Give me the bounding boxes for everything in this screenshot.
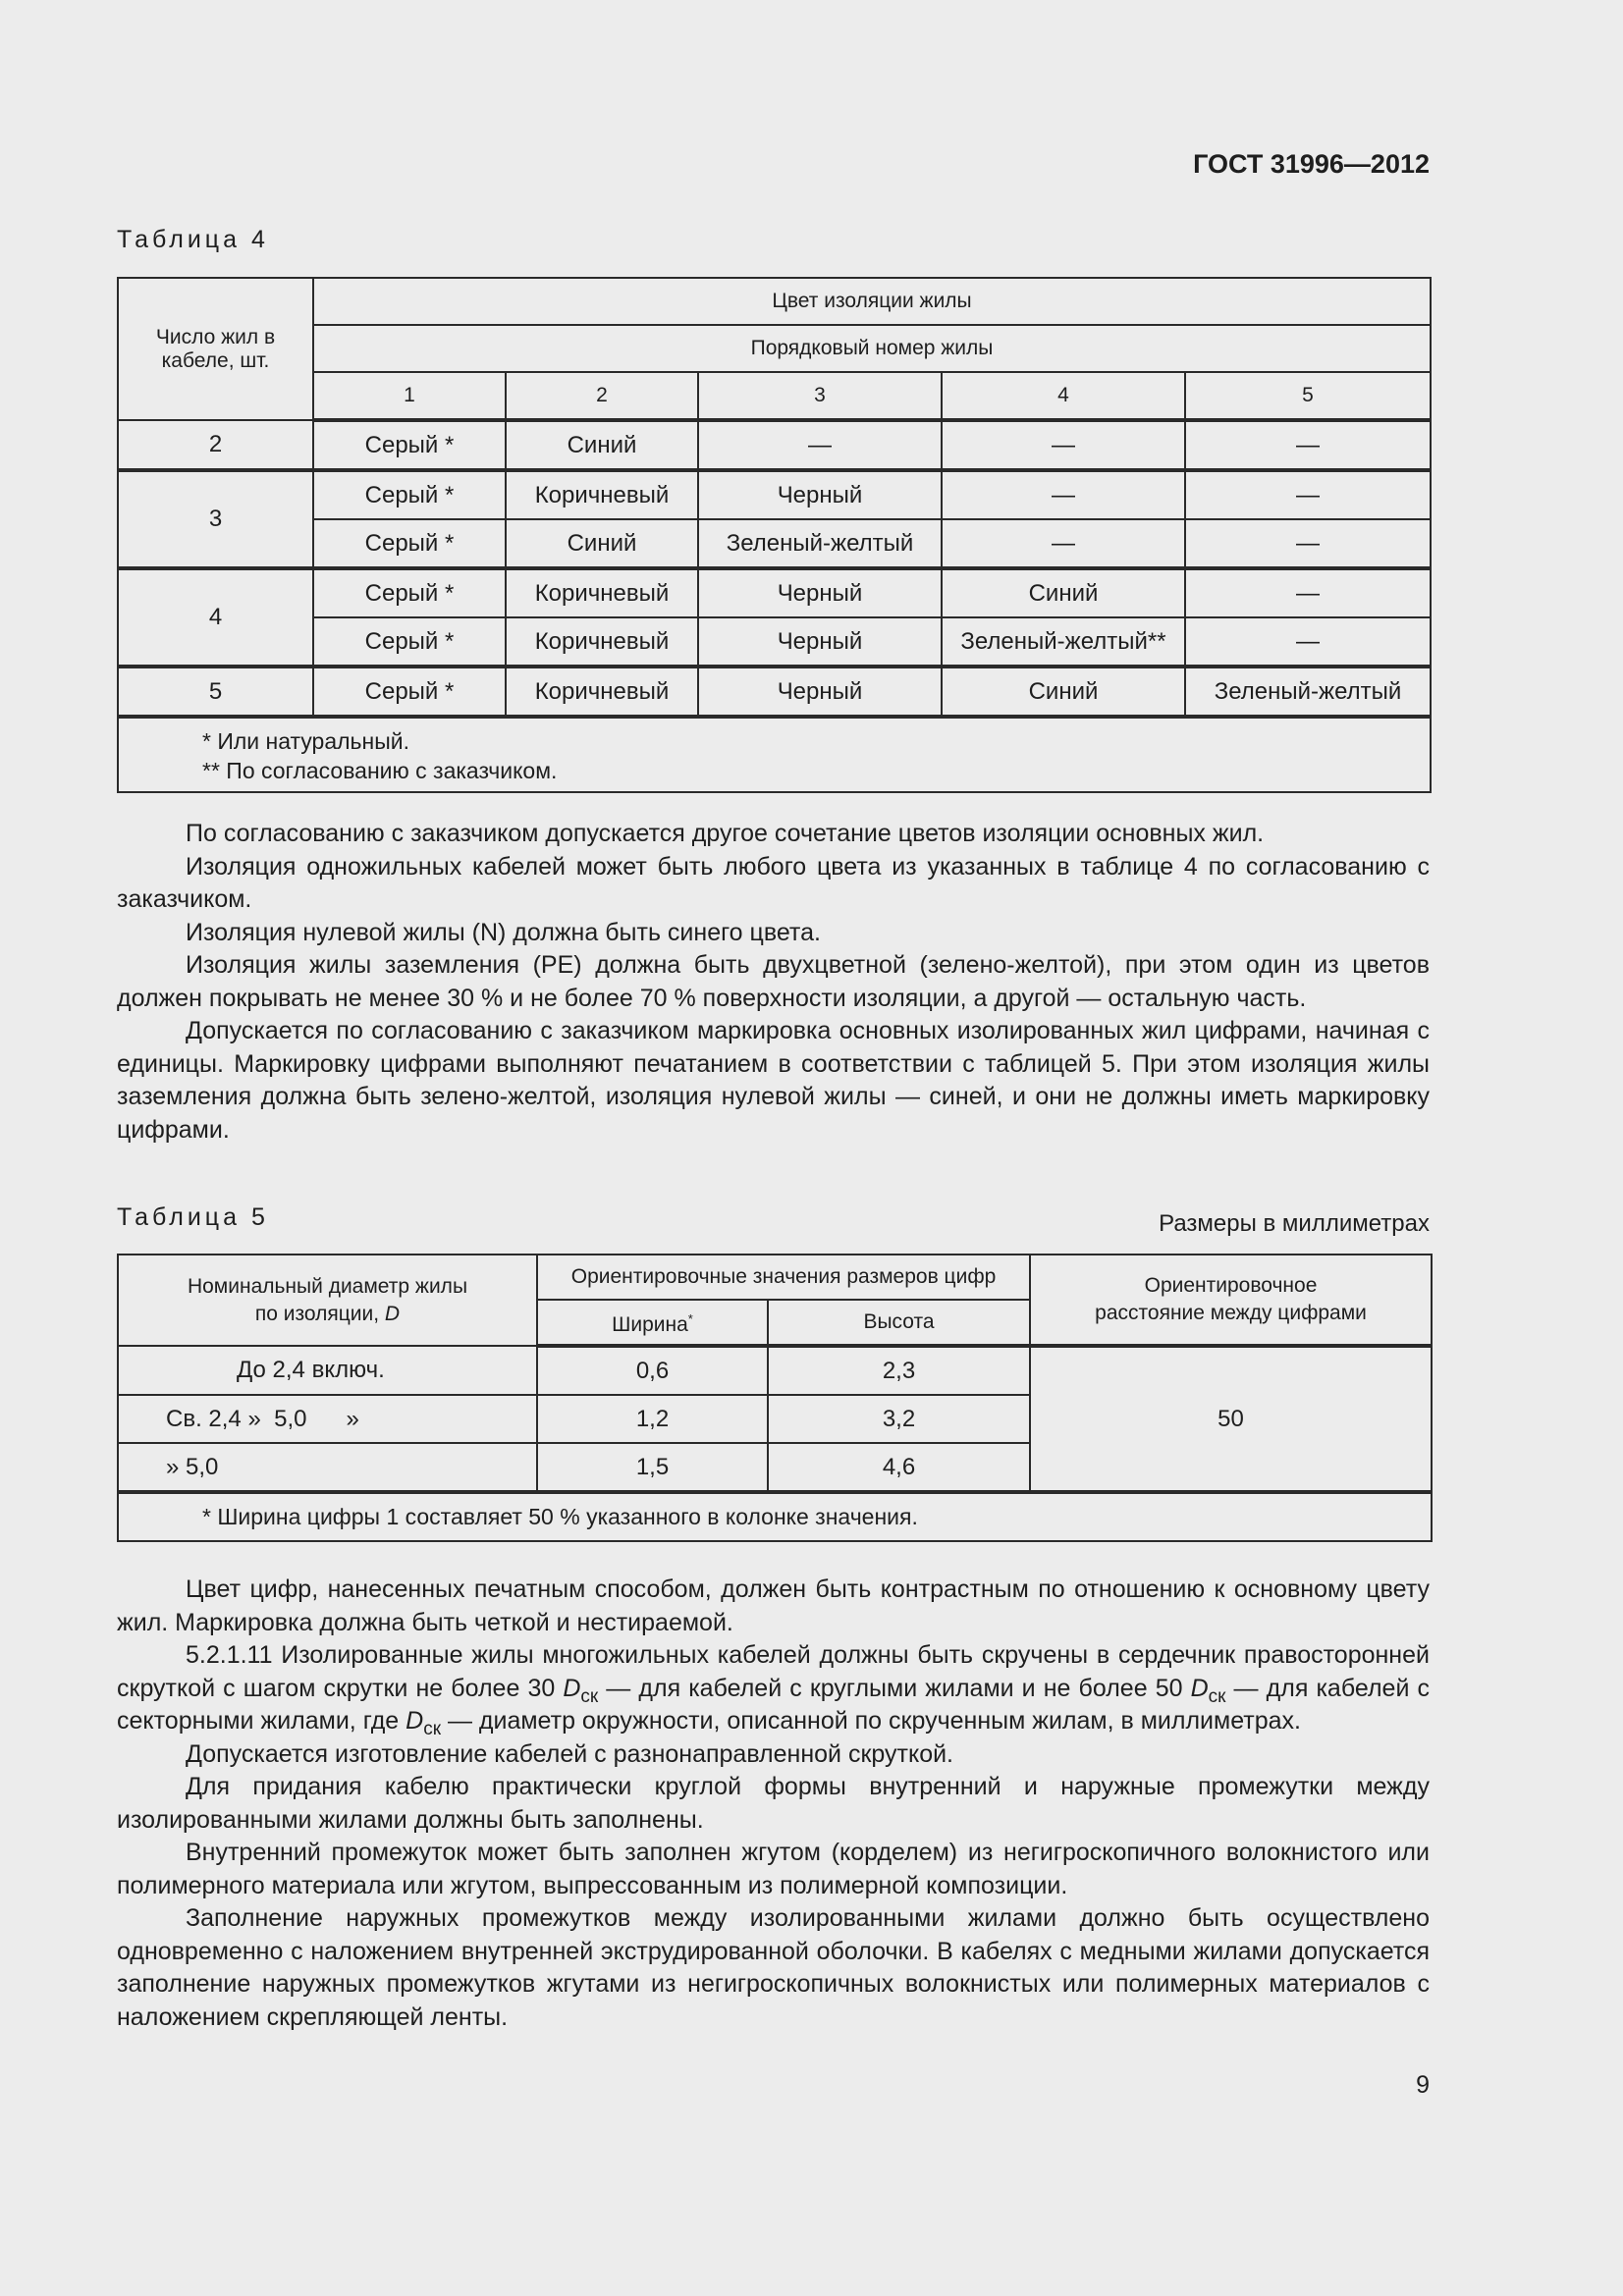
table5-spacing-value: 50 bbox=[1030, 1346, 1432, 1492]
paragraph: Изоляция жилы заземления (PE) должна быть двухцветной (зелено-желтой), при этом один из цветов должен покрывать не менее 30 % и не более 70 % поверхности изоляции, а другой — остальную часть. bbox=[117, 951, 1430, 1012]
table-cell: — bbox=[1185, 568, 1431, 617]
paragraph: Цвет цифр, нанесенных печатным способом, должен быть контрастным по отношению к основному цвету жил. Маркировка должна быть четкой и нестираемой. bbox=[117, 1575, 1430, 1636]
table-row bbox=[118, 568, 1431, 617]
table4-group-header: Цвет изоляции жилы bbox=[313, 278, 1431, 325]
paragraph: Допускается изготовление кабелей с разнонаправленной скруткой. bbox=[186, 1739, 954, 1768]
table-cell: Синий bbox=[942, 568, 1185, 617]
table-cell: Серый * bbox=[313, 420, 506, 470]
paragraph: Внутренний промежуток может быть заполнен жгутом (корделем) из негигроскопичного волокнистого или полимерного материала или жгутом, выпрессованным из полимерной композиции. bbox=[117, 1839, 1430, 1899]
table-cell: Зеленый-желтый bbox=[1185, 667, 1431, 717]
table4-col-header: 2 bbox=[506, 372, 698, 420]
table5-width-header: Ширина* bbox=[537, 1300, 768, 1346]
table-row bbox=[118, 667, 1431, 717]
table-cell: 1,5 bbox=[537, 1443, 768, 1492]
table-cell: Коричневый bbox=[506, 617, 698, 667]
table4-col-header: 4 bbox=[942, 372, 1185, 420]
table5-spacing-header: Ориентировочное расстояние между цифрами bbox=[1030, 1255, 1432, 1346]
table4-col-header: 1 bbox=[313, 372, 506, 420]
table4-count-cell: 4 bbox=[118, 568, 313, 667]
table-cell: Зеленый-желтый** bbox=[942, 617, 1185, 667]
paragraph: Изоляция одножильных кабелей может быть любого цвета из указанных в таблице 4 по согласованию с заказчиком. bbox=[117, 852, 1430, 913]
table-cell: 2,3 bbox=[768, 1346, 1030, 1395]
table4-col-header: 3 bbox=[698, 372, 942, 420]
table-cell: Коричневый bbox=[506, 470, 698, 519]
table-cell: 4,6 bbox=[768, 1443, 1030, 1492]
table5-units: Размеры в миллиметрах bbox=[1159, 1210, 1430, 1237]
table-cell: — bbox=[942, 470, 1185, 519]
table-cell: Серый * bbox=[313, 617, 506, 667]
table-cell: Серый * bbox=[313, 470, 506, 519]
table-cell: Синий bbox=[942, 667, 1185, 717]
paragraph-twist: 5.2.1.11 Изолированные жилы многожильных кабелей должны быть скручены в сердечник правосторонней скруткой с шагом скрутки не более 30 $D_{ск}$ — для кабелей с круглыми жилами и не более 50 $D_{ск}$ — для кабелей с секторными жилами, где $D_{ск}$ — диаметр окружности, описанной по скрученным жилам, в миллиметрах. bbox=[117, 1641, 1430, 1739]
table-cell: Серый * bbox=[313, 519, 506, 568]
table-cell: — bbox=[1185, 519, 1431, 568]
table4-note: * Или натуральный. bbox=[202, 728, 410, 754]
table4-sub-header: Порядковый номер жилы bbox=[313, 325, 1431, 372]
table-cell: 3,2 bbox=[768, 1395, 1030, 1443]
table-cell: До 2,4 включ. bbox=[118, 1346, 537, 1395]
table-cell: Коричневый bbox=[506, 667, 698, 717]
table4-notes bbox=[118, 717, 1431, 792]
table5-diameter-header: Номинальный диаметр жилы по изоляции, D bbox=[118, 1255, 537, 1346]
table-cell: Серый * bbox=[313, 667, 506, 717]
table5-caption: Таблица 5 bbox=[117, 1203, 269, 1231]
table-cell: Черный bbox=[698, 667, 942, 717]
table4-count-cell: 5 bbox=[118, 667, 313, 717]
table4-count-cell: 3 bbox=[118, 470, 313, 568]
paragraph: Изоляция нулевой жилы (N) должна быть синего цвета. bbox=[186, 918, 821, 946]
paragraph: Допускается по согласованию с заказчиком маркировка основных изолированных жил цифрами, начиная с единицы. Маркировку цифрами выполняют печатанием в соответствии с таблицей 5. При этом изоляция жилы заземления должна быть зелено-желтой, изоляция нулевой жилы — синей, и они не должны иметь маркировку цифрами. bbox=[117, 1017, 1430, 1144]
table4-note: ** По согласованию с заказчиком. bbox=[202, 758, 558, 783]
text-block-2 bbox=[117, 1574, 1430, 2034]
table-cell: — bbox=[698, 420, 942, 470]
table-cell: Серый * bbox=[313, 568, 506, 617]
table-row bbox=[118, 617, 1431, 667]
table-cell: Черный bbox=[698, 617, 942, 667]
document-code: ГОСТ 31996—2012 bbox=[1193, 149, 1430, 179]
table-row bbox=[118, 519, 1431, 568]
table5-note: * Ширина цифры 1 составляет 50 % указанного в колонке значения. bbox=[118, 1492, 1432, 1541]
table-cell: 0,6 bbox=[537, 1346, 768, 1395]
table-cell: Зеленый-желтый bbox=[698, 519, 942, 568]
text-block-1 bbox=[117, 818, 1430, 1147]
table4-row-header: Число жил в кабеле, шт. bbox=[118, 278, 313, 420]
table5 bbox=[117, 1254, 1433, 1542]
table4-caption: Таблица 4 bbox=[117, 226, 269, 253]
table-cell: Черный bbox=[698, 470, 942, 519]
table5-height-header: Высота bbox=[768, 1300, 1030, 1346]
table-row bbox=[118, 470, 1431, 519]
table-cell: — bbox=[942, 519, 1185, 568]
paragraph: По согласованию с заказчиком допускается другое сочетание цветов изоляции основных жил. bbox=[186, 820, 1265, 847]
page-number: 9 bbox=[1416, 2071, 1430, 2099]
paragraph: Заполнение наружных промежутков между изолированными жилами должно быть осуществлено одновременно с наложением внутренней экструдированной оболочки. В кабелях с медными жилами допускается заполнение наружных промежутков жгутами из негигроскопичных волокнистых или полимерных материалов с наложением скрепляющей ленты. bbox=[117, 1904, 1430, 2031]
table-cell: — bbox=[1185, 470, 1431, 519]
table-cell: — bbox=[1185, 420, 1431, 470]
table4 bbox=[117, 277, 1432, 793]
table-cell: 1,2 bbox=[537, 1395, 768, 1443]
table-cell: » 5,0 bbox=[118, 1443, 537, 1492]
table-cell: Св. 2,4 » 5,0 » bbox=[118, 1395, 537, 1443]
table4-col-header: 5 bbox=[1185, 372, 1431, 420]
table-cell: Синий bbox=[506, 420, 698, 470]
table-cell: — bbox=[1185, 617, 1431, 667]
table-row bbox=[118, 1346, 1432, 1395]
table-cell: Коричневый bbox=[506, 568, 698, 617]
table-cell: — bbox=[942, 420, 1185, 470]
paragraph: Для придания кабелю практически круглой формы внутренний и наружные промежутки между изолированными жилами должны быть заполнены. bbox=[117, 1773, 1430, 1834]
table5-group-header: Ориентировочные значения размеров цифр bbox=[537, 1255, 1030, 1300]
table-row bbox=[118, 420, 1431, 470]
table4-count-cell: 2 bbox=[118, 420, 313, 470]
table-cell: Синий bbox=[506, 519, 698, 568]
table-cell: Черный bbox=[698, 568, 942, 617]
